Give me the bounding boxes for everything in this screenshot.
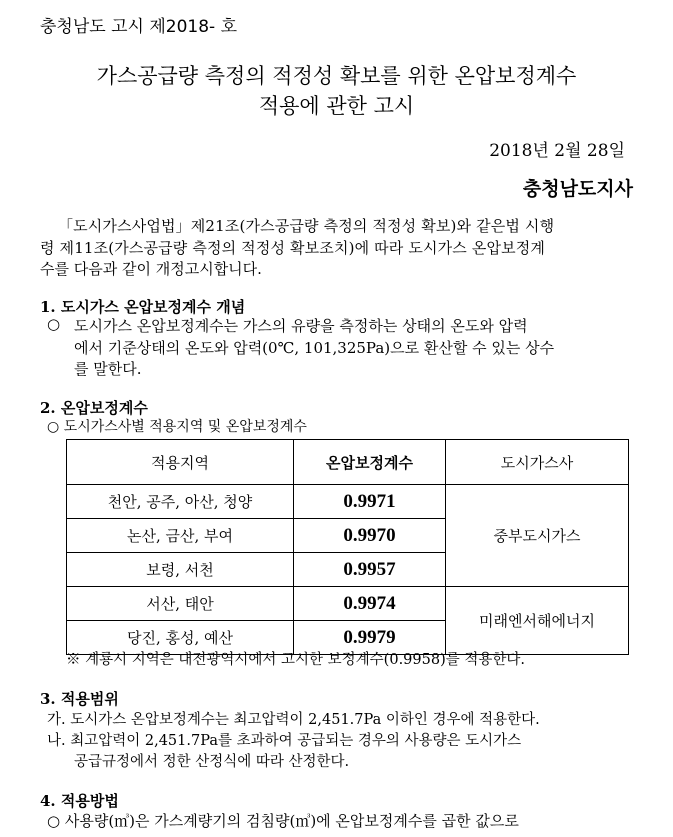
coefficient-cell: 0.9970 [294,519,446,553]
region-cell: 천안, 공주, 아산, 청양 [67,485,294,519]
section-1-line-2: 에서 기준상태의 온도와 압력(0℃, 101,325Pa)으로 환산할 수 있는 상수 [74,339,555,357]
table-row [67,485,629,519]
header-company: 도시가스사 [446,440,629,485]
issuer: 충청남도지사 [522,178,633,200]
table-note: ※ 계룡시 지역은 대전광역시에서 고시한 보정계수(0.9958)를 적용한다. [66,652,525,668]
table-header-row [67,440,629,485]
section-4-line-1: ○ 사용량(㎥)은 가스계량기의 검침량(㎥)에 온압보정계수를 곱한 값으로 [47,812,519,830]
section-1-line-1: 도시가스 온압보정계수는 가스의 유량을 측정하는 상태의 온도와 압력 [74,317,528,335]
coefficient-cell: 0.9957 [294,553,446,587]
intro-line-3: 수를 다음과 같이 개정고시합니다. [40,260,262,278]
section-2-heading: 2. 온압보정계수 [40,399,148,417]
section-1-bullet: ○ [47,315,61,333]
coefficient-cell: 0.9971 [294,485,446,519]
header-coefficient: 온압보정계수 [294,440,446,485]
coefficient-cell: 0.9974 [294,587,446,621]
table-row [67,587,629,621]
section-2-subline: ○ 도시가스사별 적용지역 및 온압보정계수 [47,419,307,435]
notice-number: 충청남도 고시 제2018- 호 [40,17,237,37]
section-3-item-b-line-1: 나. 최고압력이 2,451.7Pa를 초과하여 공급되는 경우의 사용량은 도시가스 [47,733,522,749]
intro-line-2: 령 제11조(가스공급량 측정의 적정성 확보조치)에 따라 도시가스 온압보정계 [40,239,546,257]
section-1-line-3: 를 말한다. [74,360,142,378]
company-cell-1: 중부도시가스 [446,485,629,587]
intro-line-1: 「도시가스사업법」제21조(가스공급량 측정의 적정성 확보)와 같은법 시행 [58,217,555,235]
section-3-heading: 3. 적용범위 [40,690,119,708]
coefficient-cell: 0.9979 [294,621,446,655]
section-3-item-a: 가. 도시가스 온압보정계수는 최고압력이 2,451.7Pa 이하인 경우에 적용한다. [47,712,540,728]
region-cell: 서산, 태안 [67,587,294,621]
region-cell: 논산, 금산, 부여 [67,519,294,553]
company-cell-2: 미래엔서해에너지 [446,587,629,655]
header-region: 적용지역 [67,440,294,485]
section-3-item-b-line-2: 공급규정에서 정한 산정식에 따라 산정한다. [74,754,350,770]
coefficient-table [66,439,629,655]
region-cell: 당진, 홍성, 예산 [67,621,294,655]
section-4-heading: 4. 적용방법 [40,792,119,810]
title-line-2: 적용에 관한 고시 [258,94,415,118]
section-1-heading: 1. 도시가스 온압보정계수 개념 [40,298,246,316]
notice-date: 2018년 2월 28일 [489,141,625,161]
title-line-1: 가스공급량 측정의 적정성 확보를 위한 온압보정계수 [96,64,577,88]
region-cell: 보령, 서천 [67,553,294,587]
